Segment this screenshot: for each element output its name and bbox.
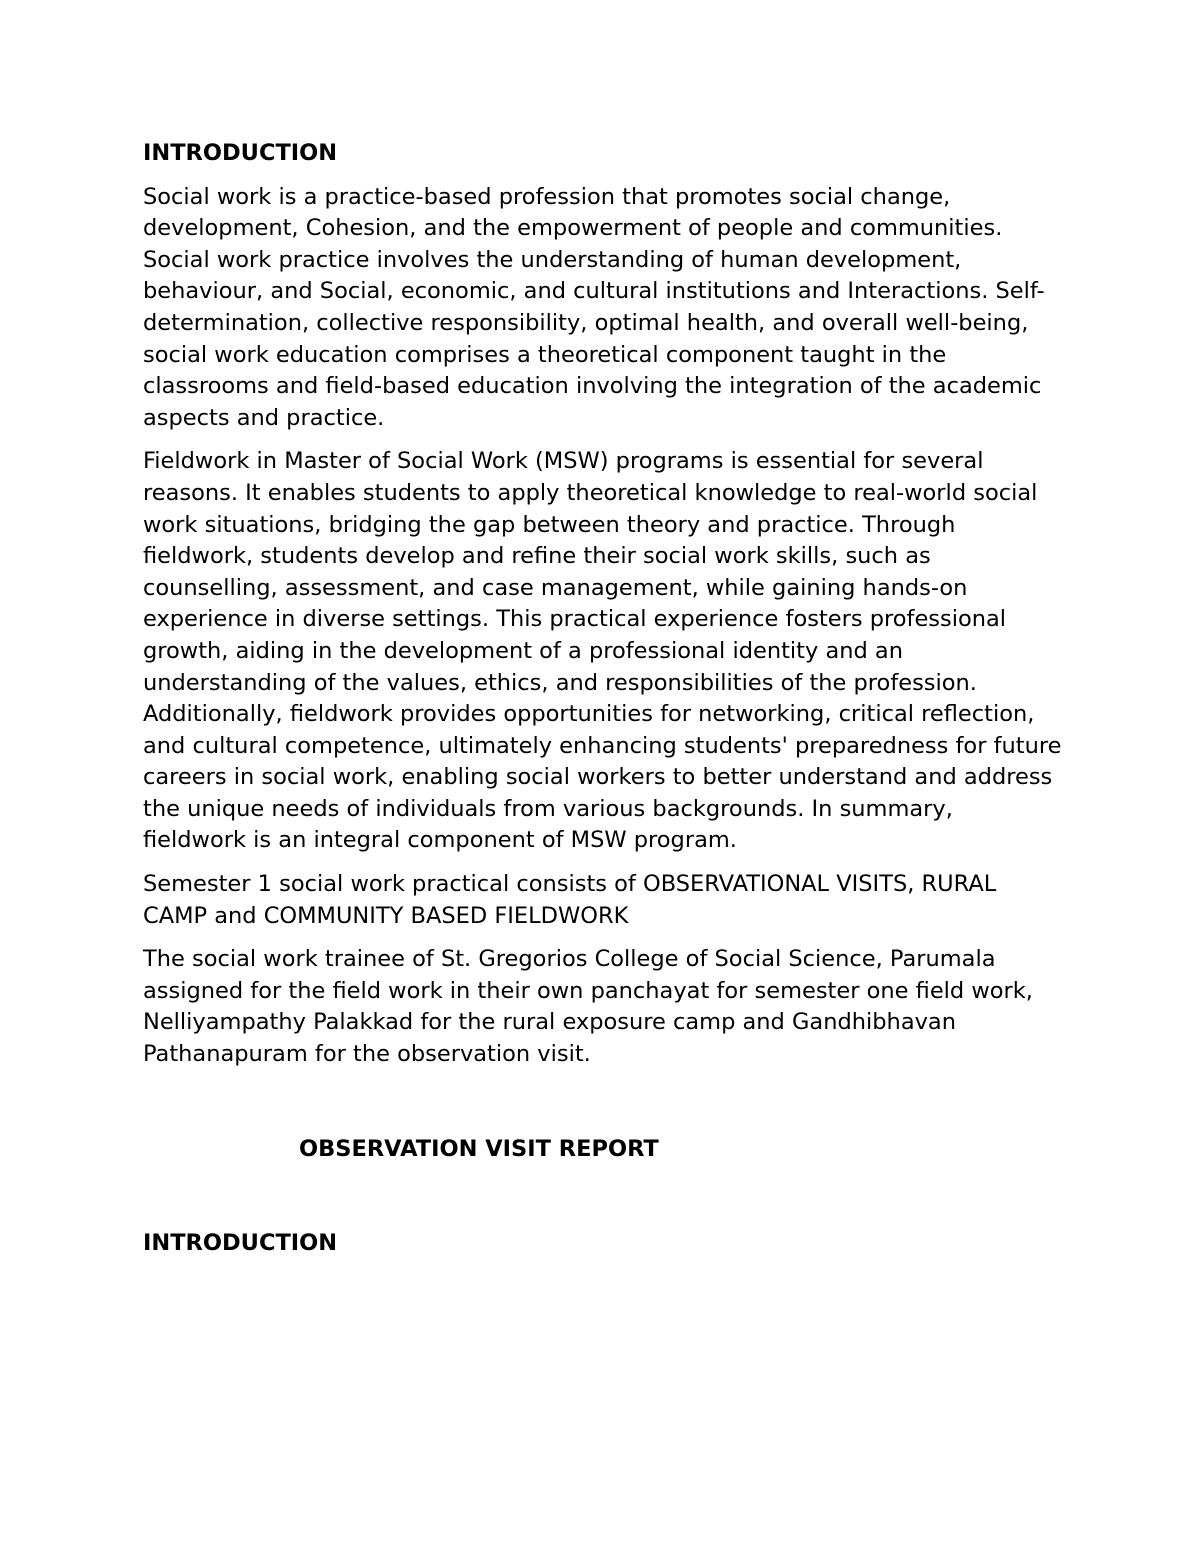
- observation-visit-report-title: OBSERVATION VISIT REPORT: [299, 1135, 659, 1162]
- paragraph-social-work-definition: Social work is a practice-based profession that promotes social change, development, Cohesion, and the empowerment of people and communities. Social work practice involves the understanding of human development, behaviour, and Social, economic, and cultural institutions and Interactions. Self-determination, collective responsibility, optimal health, and overall well-being, social work education comprises a theoretical component taught in the classrooms and field-based education involving the integration of the academic aspects and practice.: [143, 183, 1045, 431]
- section-heading-introduction-2: INTRODUCTION: [143, 1230, 338, 1257]
- paragraph-semester-practical: Semester 1 social work practical consists of OBSERVATIONAL VISITS, RURAL CAMP and COMMUNITY BASED FIELDWORK: [143, 871, 997, 929]
- paragraph-fieldwork-importance: Fieldwork in Master of Social Work (MSW) programs is essential for several reasons. It enables students to apply theoretical knowledge to real-world social work situations, bridging the gap between theory and practice. Through fieldwork, students develop and refine their social work skills, such as counselling, assessment, and case management, while gaining hands-on experience in diverse settings. This practical experience fosters professional growth, aiding in the development of a professional identity and an understanding of the values, ethics, and responsibilities of the profession. Additionally, fieldwork provides opportunities for networking, critical reflection, and cultural competence, ultimately enhancing students' preparedness for future careers in social work, enabling social workers to better understand and address the unique needs of individuals from various backgrounds. In summary, fieldwork is an integral component of MSW program.: [143, 448, 1062, 854]
- section-heading-introduction: INTRODUCTION: [143, 140, 338, 166]
- paragraph-trainee-assignment: The social work trainee of St. Gregorios College of Social Science, Parumala assigned for the field work in their own panchayat for semester one field work, Nelliyampathy Palakkad for the rural exposure camp and Gandhibhavan Pathanapuram for the observation visit.: [143, 946, 1033, 1068]
- document-body: [143, 138, 1063, 1260]
